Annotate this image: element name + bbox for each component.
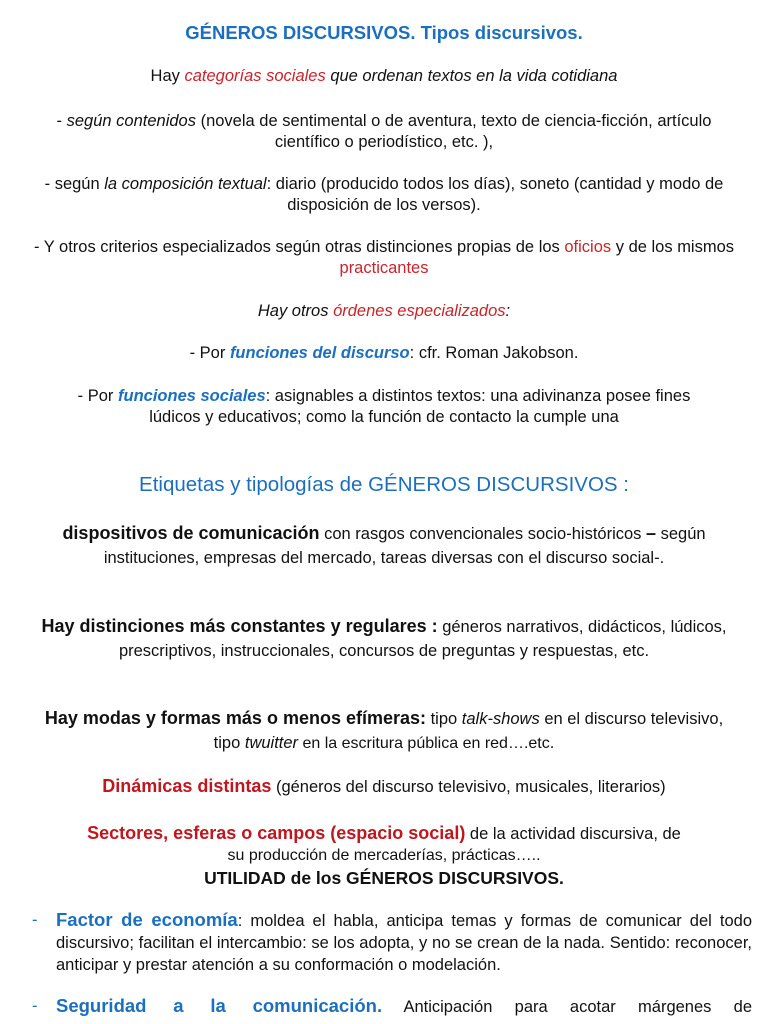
- highlight-text: órdenes especializados: [333, 302, 506, 320]
- text: Hay: [150, 67, 185, 85]
- slide-genres-types: [0, 0, 768, 436]
- slide1-paragraph-social-functions: [60, 386, 708, 428]
- slide2-paragraph-production: su producción de mercaderías, prácticas…..: [227, 847, 541, 864]
- text: Hay otros: [257, 302, 334, 320]
- italic-text: talk-shows: [461, 710, 540, 728]
- text: (novela de sentimental o de aventura, texto de ciencia-ficción, artículo científico o periodístico, etc. ),: [195, 112, 712, 151]
- text: en el discurso televisivo, tipo: [213, 710, 724, 752]
- highlight-text: funciones del discurso: [229, 344, 410, 362]
- slide-genre-labels: [0, 440, 768, 1024]
- text: Anticipación para acotar márgenes de: [382, 998, 752, 1016]
- text: géneros narrativos, didácticos, lúdicos, prescriptivos, instruccionales, concursos de preguntas y respuestas, etc.: [118, 618, 727, 660]
- text: .: [549, 734, 555, 752]
- slide2-paragraph-devices: [40, 522, 728, 570]
- bold-text: Hay distinciones más constantes y regulares :: [41, 616, 438, 636]
- italic-text: twuitter: [244, 734, 299, 752]
- text: - Por: [189, 344, 230, 362]
- slide1-paragraph-composition: [34, 174, 734, 216]
- highlight-text: funciones sociales: [118, 387, 266, 405]
- slide2-utility-heading: UTILIDAD de los GÉNEROS DISCURSIVOS.: [204, 868, 564, 888]
- text: : cfr. Roman Jakobson.: [409, 344, 579, 362]
- bullet-text: [56, 909, 752, 976]
- slide1-paragraph-criteria: [26, 237, 742, 279]
- text: y de los mismos: [611, 238, 735, 256]
- bold-text: Hay modas y formas más o menos efímeras:: [44, 708, 426, 728]
- text: - Por: [77, 387, 118, 405]
- bullet-text: [56, 995, 752, 1018]
- slide2-paragraph-sectors: [40, 822, 728, 846]
- highlight-text: oficios: [564, 238, 612, 256]
- text: en la escritura pública en red….etc: [298, 735, 550, 752]
- slide2-paragraph-fashions: [40, 707, 728, 755]
- bullet-heading: Factor de economía: [56, 909, 238, 930]
- bold-text: –: [646, 523, 657, 543]
- text: de la actividad discursiva, de: [465, 825, 681, 843]
- slide2-paragraph-dynamics: [40, 775, 728, 799]
- italic-text: según contenidos: [66, 112, 196, 130]
- slide1-paragraph-orders: [30, 301, 738, 322]
- text: con rasgos convencionales socio-históricos: [319, 525, 646, 543]
- slide1-paragraph-discourse-functions: [30, 343, 738, 364]
- text: - según: [44, 175, 105, 193]
- slide1-title: GÉNEROS DISCURSIVOS. Tipos discursivos.: [185, 22, 583, 43]
- highlight-text: Dinámicas distintas: [102, 776, 272, 796]
- bullet-dash: -: [32, 911, 38, 929]
- text: -: [56, 112, 67, 130]
- slide2-title: Etiquetas y tipologías de GÉNEROS DISCURSIVOS :: [139, 473, 629, 496]
- bullet-security: [32, 995, 752, 1018]
- italic-text: la composición textual: [104, 175, 267, 193]
- text: según instituciones, empresas del mercado, tareas diversas con el discurso social-.: [103, 525, 706, 567]
- bullet-heading: Seguridad a la comunicación.: [56, 995, 383, 1016]
- text: : moldea el habla, anticipa temas y formas de comunicar del todo discursivo; facilitan el intercambio: se los adopta, y no se crean de la nada. Sentido: reconocer, anticipar y prestar atención a su conformación o modelación.: [56, 912, 752, 974]
- text: (géneros del discurso televisivo, musicales, literarios): [271, 778, 666, 796]
- text: - Y otros criterios especializados según otras distinciones propias de los: [33, 238, 565, 256]
- slide1-paragraph-categories: [30, 66, 738, 87]
- text: :: [505, 302, 511, 320]
- highlight-text: practicantes: [339, 259, 429, 277]
- slide1-paragraph-contents: [40, 111, 728, 153]
- text: : asignables a distintos textos: una adivinanza posee fines lúdicos y educativos; como la función de contacto la cumple una: [149, 387, 691, 426]
- text: que ordenan textos en la vida cotidiana: [325, 67, 618, 85]
- bold-text: dispositivos de comunicación: [62, 523, 320, 543]
- highlight-text: categorías sociales: [184, 67, 326, 85]
- text: tipo: [426, 710, 462, 728]
- text: : diario (producido todos los días), soneto (cantidad y modo de disposición de los versos).: [266, 175, 724, 214]
- bullet-economy: [32, 909, 752, 976]
- slide2-paragraph-distinctions: [40, 615, 728, 663]
- highlight-text: Sectores, esferas o campos (espacio social): [87, 823, 466, 843]
- bullet-dash: -: [32, 997, 38, 1015]
